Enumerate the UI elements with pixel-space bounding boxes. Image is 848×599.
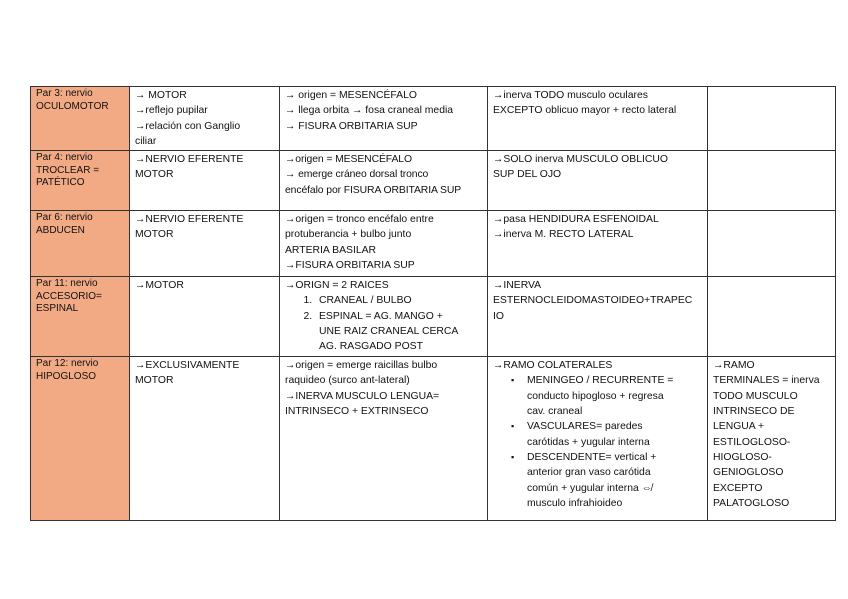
- table-row: [31, 151, 836, 211]
- text-line: TODO MUSCULO: [713, 390, 798, 402]
- text-line: 1. CRANEAL / BULBO: [319, 295, 412, 307]
- empty-cell: [708, 151, 836, 211]
- text-line: EXCEPTO: [713, 482, 763, 494]
- nerve-label-cell: [31, 151, 130, 211]
- text-line: →NERVIO EFERENTE: [135, 154, 244, 166]
- text-line: →RAMO COLATERALES: [493, 360, 613, 372]
- text-line: →pasa HENDIDURA ESFENOIDAL: [493, 214, 659, 226]
- origin-cell: [280, 357, 488, 521]
- list-item: [527, 419, 702, 450]
- text-line: →ORIGN = 2 RAICES: [285, 280, 389, 292]
- text-line: GENIOGLOSO: [713, 467, 784, 479]
- text-line: ARTERIA BASILAR: [285, 244, 377, 256]
- text-line: cav. craneal: [527, 406, 583, 418]
- text-line: →origen = emerge raicillas bulbo: [285, 360, 438, 372]
- text-line: →INERVA: [493, 280, 542, 292]
- nerve-label-line: Par 3: nervio: [36, 88, 93, 99]
- text-line: → emerge cráneo dorsal tronco: [285, 169, 429, 181]
- text-line: →inerva M. RECTO LATERAL: [493, 229, 634, 241]
- text-line: ESTERNOCLEIDOMASTOIDEO+TRAPEC: [493, 295, 693, 307]
- text-line: protuberancia + bulbo junto: [285, 229, 412, 241]
- text-line: INTRINSECO DE: [713, 406, 795, 418]
- text-line: SUP DEL OJO: [493, 169, 562, 181]
- text-line: carótidas + yugular interna: [527, 436, 650, 448]
- text-line: 2. ESPINAL = AG. MANGO +: [319, 310, 443, 322]
- text-line: → origen = MESENCÉFALO: [285, 90, 417, 101]
- nerve-label-line: PATÉTICO: [36, 177, 85, 189]
- nerve-label-cell: [31, 211, 130, 277]
- innervation-cell: [488, 87, 708, 151]
- text-line: AG. RASGADO POST: [319, 341, 423, 353]
- innervation-cell: [488, 211, 708, 277]
- terminal-branches-cell: [708, 357, 836, 521]
- text-line: →MOTOR: [135, 280, 184, 292]
- origin-cell: [280, 211, 488, 277]
- text-line: IO: [493, 310, 504, 322]
- nerve-label-line: Par 11: nervio: [36, 278, 98, 290]
- text-line: raquideo (surco ant-lateral): [285, 375, 410, 387]
- text-line: →FISURA ORBITARIA SUP: [285, 260, 415, 272]
- table-row: [31, 211, 836, 277]
- nerve-label-line: ACCESORIO=: [36, 290, 102, 302]
- text-line: →SOLO inerva MUSCULO OBLICUO: [493, 154, 668, 166]
- text-line: común + yugular interna ⇎: [527, 482, 653, 494]
- table-row: [31, 87, 836, 151]
- text-line: →origen = tronco encéfalo entre: [285, 214, 434, 226]
- innervation-cell: [488, 151, 708, 211]
- text-line: conducto hipogloso + regresa: [527, 390, 664, 402]
- list-item: [315, 309, 482, 355]
- nerve-label-line: Par 12: nervio: [36, 358, 99, 370]
- table-row: [31, 277, 836, 357]
- function-cell: [130, 211, 280, 277]
- text-line: INTRINSECO + EXTRINSECO: [285, 406, 429, 418]
- nerve-label-cell: [31, 87, 130, 151]
- empty-cell: [708, 277, 836, 357]
- function-cell: [130, 87, 280, 151]
- text-line: MOTOR: [135, 169, 174, 181]
- text-line: → MOTOR: [135, 90, 187, 101]
- nerve-label-line: Par 6: nervio: [36, 212, 93, 224]
- innervation-cell: [488, 357, 708, 521]
- text-line: UNE RAIZ CRANEAL CERCA: [319, 326, 459, 338]
- innervation-cell: [488, 277, 708, 357]
- table-row: [31, 357, 836, 521]
- text-line: ▪ DESCENDENTE= vertical +: [527, 451, 657, 463]
- text-line: ▪ MENINGEO / RECURRENTE =: [527, 375, 674, 387]
- text-line: encéfalo por FISURA ORBITARIA SUP: [285, 184, 462, 196]
- nerve-label-line: TROCLEAR =: [36, 164, 100, 176]
- text-line: ciliar: [135, 135, 157, 147]
- text-line: →inerva TODO musculo oculares: [493, 90, 648, 101]
- text-line: HIOGLOSO-: [713, 451, 772, 463]
- text-line: →reflejo pupilar: [135, 105, 208, 117]
- text-line: EXCEPTO oblicuo mayor + recto lateral: [493, 105, 677, 117]
- text-line: MOTOR: [135, 375, 174, 387]
- empty-cell: [708, 211, 836, 277]
- text-line: →EXCLUSIVAMENTE: [135, 360, 240, 372]
- nerve-label-line: HIPOGLOSO: [36, 370, 97, 382]
- list-item: [315, 293, 482, 308]
- text-line: →NERVIO EFERENTE: [135, 214, 244, 226]
- branches-list: [493, 373, 702, 511]
- text-line: PALATOGLOSO: [713, 497, 790, 509]
- text-line: ESTILOGLOSO-: [713, 436, 791, 448]
- function-cell: [130, 151, 280, 211]
- nerve-label-line: Par 4: nervio: [36, 152, 93, 164]
- text-line: ▪ VASCULARES= paredes: [527, 421, 643, 433]
- text-line: → llega orbita → fosa craneal media: [285, 105, 454, 117]
- empty-cell: [708, 87, 836, 151]
- nerve-label-cell: [31, 357, 130, 521]
- text-line: MOTOR: [135, 229, 174, 241]
- nerve-label-line: OCULOMOTOR: [36, 100, 109, 112]
- origin-cell: [280, 87, 488, 151]
- text-line: LENGUA +: [713, 421, 765, 433]
- text-line: →INERVA MUSCULO LENGUA=: [285, 390, 440, 402]
- text-line: musculo infrahioideo: [527, 497, 623, 509]
- text-line: → FISURA ORBITARIA SUP: [285, 120, 418, 132]
- function-cell: [130, 277, 280, 357]
- origin-cell: [280, 151, 488, 211]
- nerve-label-line: ABDUCEN: [36, 224, 85, 236]
- cranial-nerves-table: [30, 86, 836, 521]
- text-line: →RAMO: [713, 360, 755, 372]
- function-cell: [130, 357, 280, 521]
- text-line: anterior gran vaso carótida: [527, 467, 651, 479]
- list-item: [527, 373, 702, 419]
- origin-cell: [280, 277, 488, 357]
- text-line: →origen = MESENCÉFALO: [285, 154, 412, 166]
- roots-list: [285, 293, 482, 354]
- nerve-label-cell: [31, 277, 130, 357]
- text-line: →relación con Ganglio: [135, 120, 241, 132]
- text-line: TERMINALES = inerva: [713, 375, 820, 387]
- nerve-label-line: ESPINAL: [36, 303, 79, 315]
- list-item: [527, 450, 702, 511]
